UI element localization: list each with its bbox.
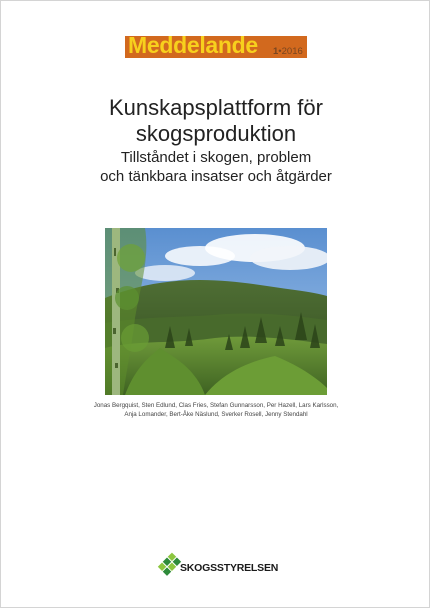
subtitle-line-2: och tänkbara insatser och åtgärder <box>100 168 332 185</box>
page-subtitle <box>1 148 430 186</box>
series-title: Meddelande <box>128 32 258 58</box>
authors-line-1: Jonas Bergquist, Sten Edlund, Clas Fries, Stefan Gunnarsson, Per Hazell, Lars Karlsson, <box>93 402 339 409</box>
forest-photo <box>105 228 327 395</box>
authors <box>1 401 430 419</box>
title-line-1: Kunskapsplattform för <box>109 95 323 120</box>
logo-text: SKOGSSTYRELSEN <box>180 562 279 574</box>
series-year: 2016 <box>281 46 303 57</box>
authors-line-2: Anja Lomander, Bert-Åke Näslund, Sverker Rosell, Jenny Stendahl <box>124 411 308 418</box>
series-number <box>273 46 303 58</box>
series-separator: • <box>278 46 282 57</box>
title-line-2: skogsproduktion <box>135 121 297 146</box>
skogsstyrelsen-logo <box>153 550 293 582</box>
subtitle-line-1: Tillståndet i skogen, problem <box>120 149 312 166</box>
series-issue: 1 <box>273 46 279 57</box>
page-title <box>1 95 430 147</box>
